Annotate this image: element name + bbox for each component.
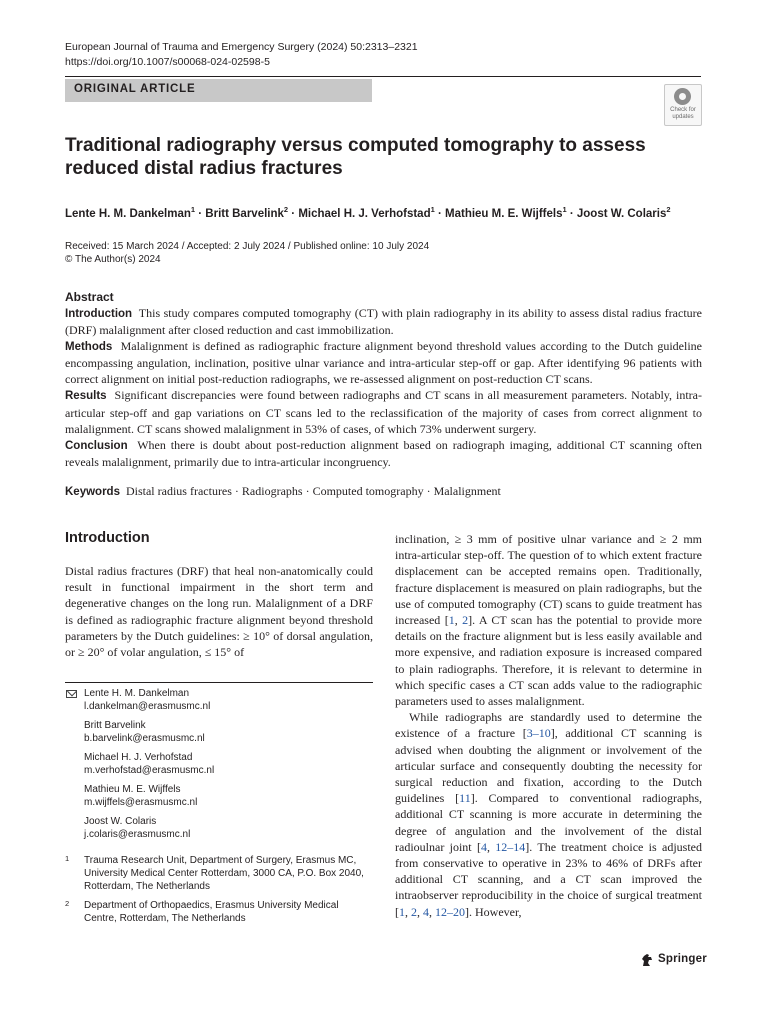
- contact-email[interactable]: j.colaris@erasmusmc.nl: [84, 829, 191, 841]
- paragraph: While radiographs are standardly used to determine the existence of a fracture [3–10], additional CT scanning is advised when doubting the alignment or involvement of the articular surface and consequently doubting the necessity for surgical reduction and fixation, according to the Dutch guidelines [11]. Compared to conventional radiographs, additional CT scanning is more accurate in determining the degree of angulation and the involvement of the distal radioulnar joint [4, 12–14]. The treatment choice is adjusted from conservative to operative in 23% to 46% of DRFs after additional CT scanning, and a CT scan improved the intraobserver reproducibility in the choice of surgical treatment [1, 2, 4, 12–20]. However,: [395, 710, 702, 919]
- affiliation-number: 2: [65, 899, 70, 909]
- abstract-label: Introduction: [65, 308, 133, 320]
- author[interactable]: Mathieu M. E. Wijffels$^1$: [445, 205, 567, 220]
- abstract-section: [65, 437, 702, 470]
- springer-horse-icon: [640, 953, 654, 967]
- abstract-section: [65, 305, 702, 338]
- check-for-updates-button[interactable]: [664, 84, 702, 126]
- citation-link[interactable]: 1: [399, 904, 405, 919]
- abstract-body: [65, 305, 702, 470]
- contact-name: Joost W. Colaris: [84, 816, 157, 828]
- contact-name: Britt Barvelink: [84, 720, 146, 732]
- citation-link[interactable]: 2: [411, 904, 417, 919]
- header-rule: [65, 76, 701, 77]
- citation-link[interactable]: 4: [423, 904, 429, 919]
- footnote-rule: [65, 682, 373, 683]
- citation-link[interactable]: 11: [459, 791, 471, 806]
- contact-entry: [65, 688, 373, 714]
- paragraph: inclination, ≥ 3 mm of positive ulnar variance and ≥ 2 mm intra-articular step-off. The question of to which extent fracture displacement can be accepted remains open. Traditionally, fracture displacement is measured on plain radiographs, but the use of computed tomography (CT) scans to guide treatment has increased [1, 2]. A CT scan has the potential to provide more details on the fracture alignment but is less easily available and more expensive, and radiation exposure is increased compared to plain radiographs. Therefore, it is relevant to determine in which specific cases a CT scan adds value to the radiographic parameters used to asses malalignment.: [395, 532, 702, 709]
- contact-name: Mathieu M. E. Wijffels: [84, 784, 181, 796]
- crossmark-icon: [674, 88, 691, 105]
- affiliation-entry: [65, 900, 373, 926]
- contact-email[interactable]: m.verhofstad@erasmusmc.nl: [84, 764, 215, 776]
- publication-dates: [65, 241, 429, 266]
- citation-link[interactable]: 3–10: [526, 726, 551, 741]
- keywords-label: Keywords: [65, 486, 120, 498]
- journal-header: [65, 40, 418, 70]
- article-type-badge: [65, 79, 372, 102]
- abstract-text: This study compares computed tomography (CT) with plain radiography in its ability to assess distal radius fracture (DRF) malalignment after closed reduction and cast immobilization.: [65, 306, 702, 338]
- contact-entry: [65, 752, 373, 778]
- affiliations: [65, 855, 373, 933]
- contact-entry: [65, 784, 373, 810]
- author[interactable]: Lente H. M. Dankelman$^1$: [65, 205, 196, 220]
- abstract-section: [65, 338, 702, 387]
- author[interactable]: Joost W. Colaris$^2$: [576, 205, 671, 220]
- history-line: Received: 15 March 2024 / Accepted: 2 July 2024 / Published online: 10 July 2024: [65, 241, 430, 252]
- copyright-line: © The Author(s) 2024: [65, 253, 161, 265]
- citation-link[interactable]: 2: [462, 613, 469, 628]
- author-list: Lente H. M. Dankelman$^1$ · Britt Barvelink$^2$ · Michael H. J. Verhofstad$^1$ · Mathieu M. E. Wijffels$^1$ · Joost W. Colaris$^2$: [65, 205, 671, 220]
- affiliation-entry: [65, 855, 373, 893]
- citation-link[interactable]: 1: [448, 613, 455, 628]
- envelope-icon: [66, 690, 77, 698]
- keywords: [65, 484, 702, 499]
- abstract-heading: Abstract: [65, 290, 114, 304]
- check-for-updates-label: Check for updates: [670, 107, 696, 120]
- contact-email[interactable]: m.wijffels@erasmusmc.nl: [84, 797, 198, 809]
- citation-link[interactable]: 12–20: [435, 904, 465, 919]
- contact-name: Lente H. M. Dankelman: [84, 688, 190, 699]
- left-column-text: [65, 563, 373, 660]
- journal-citation: European Journal of Trauma and Emergency Surgery (2024) 50:2313–2321: [65, 41, 418, 53]
- affiliation-text: Trauma Research Unit, Department of Surgery, Erasmus MC, University Medical Center Rotterdam, 3000 CA, P.O. Box 2040, Rotterdam, The Netherlands: [84, 855, 364, 892]
- author[interactable]: Michael H. J. Verhofstad$^1$: [298, 205, 435, 220]
- contact-email[interactable]: l.dankelman@erasmusmc.nl: [84, 700, 211, 712]
- publisher-name: Springer: [658, 953, 707, 965]
- right-column-text: [395, 531, 702, 920]
- affiliation-number: 1: [65, 854, 70, 863]
- corresponding-contacts: [65, 688, 373, 848]
- article-title: Traditional radiography versus computed tomography to assess reduced distal radius fractures: [65, 135, 646, 179]
- article-type-label: ORIGINAL ARTICLE: [74, 83, 196, 95]
- contact-entry: [65, 816, 373, 842]
- contact-entry: [65, 720, 373, 746]
- contact-name: Michael H. J. Verhofstad: [84, 752, 193, 764]
- author[interactable]: Britt Barvelink$^2$: [205, 205, 289, 220]
- abstract-label: Results: [65, 390, 107, 403]
- citation-link[interactable]: 4: [480, 839, 487, 854]
- abstract-text: Malalignment is defined as radiographic fracture alignment beyond threshold values according to the Dutch guideline encompassing angulation, inclination, positive ulnar variance and intra-articular step-off or gap. After identifying 96 patients with correct alignment on initial post-reduction radiographs, we re-assessed alignment on post-reduction CT scans.: [65, 339, 703, 387]
- abstract-text: Significant discrepancies were found between radiographs and CT scans in all measurement parameters. Notably, intra-articular step-off and gap variations on CT scans led to the reclassification of the majority of cases from correct alignment to malalignment. CT scans showed malalignment in 53% of cases, of which 73% underwent surgery.: [65, 388, 703, 436]
- abstract-section: [65, 387, 702, 436]
- keywords-text: Distal radius fractures · Radiographs · Computed tomography · Malalignment: [125, 484, 501, 498]
- doi-link[interactable]: https://doi.org/10.1007/s00068-024-02598-5: [65, 56, 270, 68]
- contact-email[interactable]: b.barvelink@erasmusmc.nl: [84, 732, 205, 744]
- abstract-text: When there is doubt about post-reduction alignment based on radiograph imaging, additional CT scanning often reveals malalignment, primarily due to intra-articular incongruency.: [65, 437, 702, 469]
- paragraph: Distal radius fractures (DRF) that heal non-anatomically could result in functional impairment in the short term and degenerative changes on the long run. Malalignment of a DRF is defined as radiographic fracture alignment beyond threshold parameters by the Dutch guidelines: ≥ 10° of dorsal angulation, or ≥ 20° of volar angulation, ≤ 15° of: [65, 564, 373, 660]
- abstract-label: Conclusion: [65, 439, 128, 452]
- abstract-label: Methods: [65, 341, 113, 354]
- citation-link[interactable]: 12–14: [495, 839, 526, 854]
- section-heading-introduction: Introduction: [65, 530, 150, 546]
- affiliation-text: Department of Orthopaedics, Erasmus University Medical Centre, Rotterdam, The Netherlands: [84, 900, 339, 925]
